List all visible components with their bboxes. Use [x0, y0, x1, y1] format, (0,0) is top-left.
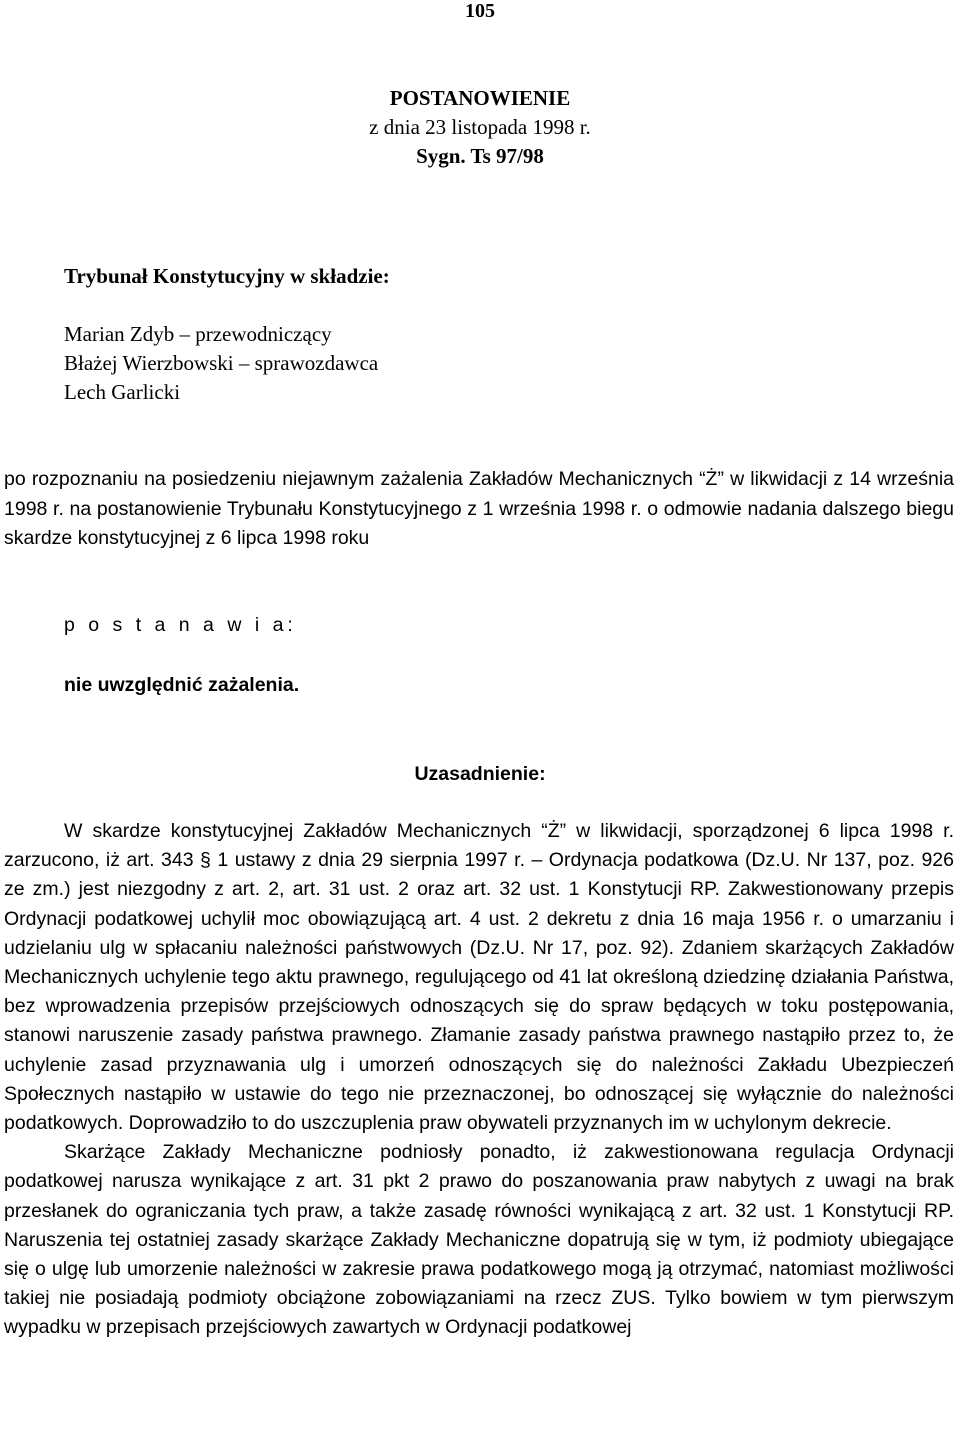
document-header	[0, 84, 960, 171]
page-number: 105	[465, 0, 495, 22]
reasoning-paragraph: W skardze konstytucyjnej Zakładów Mechanicznych “Ż” w likwidacji, sporządzonej 6 lipca 1998 r. zarzucono, iż art. 343 § 1 ustawy z dnia 29 sierpnia 1997 r. – Ordynacja podatkowa (Dz.U. Nr 137, poz. 926 ze zm.) jest niezgodny z art. 2, art. 31 ust. 2 oraz art. 32 ust. 1 Konstytucji RP. Zakwestionowany przepis Ordynacji podatkowej uchylił moc obowiązującą art. 4 ust. 2 dekretu z dnia 16 maja 1956 r. o umarzaniu i udzielaniu ulg w spłacaniu należności państwowych (Dz.U. Nr 17, poz. 92). Zdaniem skarżących Zakładów Mechanicznych uchylenie tego aktu prawnego, regulującego od 41 lat określoną dziedzinę działania Państwa, bez wprowadzenia przepisów przejściowych odnoszących się do spraw będących w toku postępowania, stanowi naruszenie zasady państwa prawnego. Złamanie zasady państwa prawnego nastąpiło przez to, że uchylenie zasad przyznawania ulg i umorzeń odnoszących się do należności Zakładu Ubezpieczeń Społecznych nastąpiło w ustawie do tego nie przeznaczonej, bo odnoszącej się wyłącznie do należności podatkowych. Doprowadziło to do uszczuplenia praw obywateli przyznanych im w uchylonym dekrecie.	[4, 820, 954, 1135]
reasoning-paragraph: Skarżące Zakłady Mechaniczne podniosły ponadto, iż zakwestionowana regulacja Ordynacji podatkowej narusza wynikające z art. 31 pkt 2 prawo do poszanowania praw nabytych z uwagi na brak przesłanek do ograniczania tych praw, a także zasadę równości wynikającą z art. 32 ust. 1 Konstytucji RP. Naruszenia tej ostatniej zasady skarżące Zakłady Mechaniczne dopatrują się w tym, iż podmioty ubiegające się o ulgę lub umorzenie należności w zakresie prawa podatkowego mogą ją otrzymać, natomiast możliwości takiej nie posiadają podmioty obciążone zobowiązaniami na rzecz ZUS. Tylko bowiem w tym pierwszym wypadku w przepisach przejściowych zawartych w Ordynacji podatkowej	[4, 1141, 954, 1339]
reasoning-heading: Uzasadnienie:	[414, 763, 546, 785]
composition-member: Lech Garlicki	[64, 380, 181, 404]
reasoning-body	[4, 817, 954, 1343]
intro-paragraph: po rozpoznaniu na posiedzeniu niejawnym zażalenia Zakładów Mechanicznych “Ż” w likwidacji z 14 września 1998 r. na postanowienie Trybunału Konstytucyjnego z 1 września 1998 r. o odmowie nadania dalszego biegu skardze konstytucyjnej z 6 lipca 1998 roku	[4, 468, 954, 549]
document-title: POSTANOWIENIE	[389, 86, 571, 110]
composition-heading: Trybunał Konstytucyjny w składzie:	[64, 264, 390, 288]
document-date: z dnia 23 listopada 1998 r.	[369, 115, 591, 139]
decision-word: p o s t a n a w i a:	[64, 614, 297, 636]
ruling-text: nie uwzględnić zażalenia.	[64, 674, 300, 696]
tribunal-composition	[64, 262, 390, 407]
composition-member-rapporteur: Błażej Wierzbowski – sprawozdawca	[64, 351, 379, 375]
composition-member-chair: Marian Zdyb – przewodniczący	[64, 322, 332, 346]
case-signature: Sygn. Ts 97/98	[416, 144, 544, 168]
